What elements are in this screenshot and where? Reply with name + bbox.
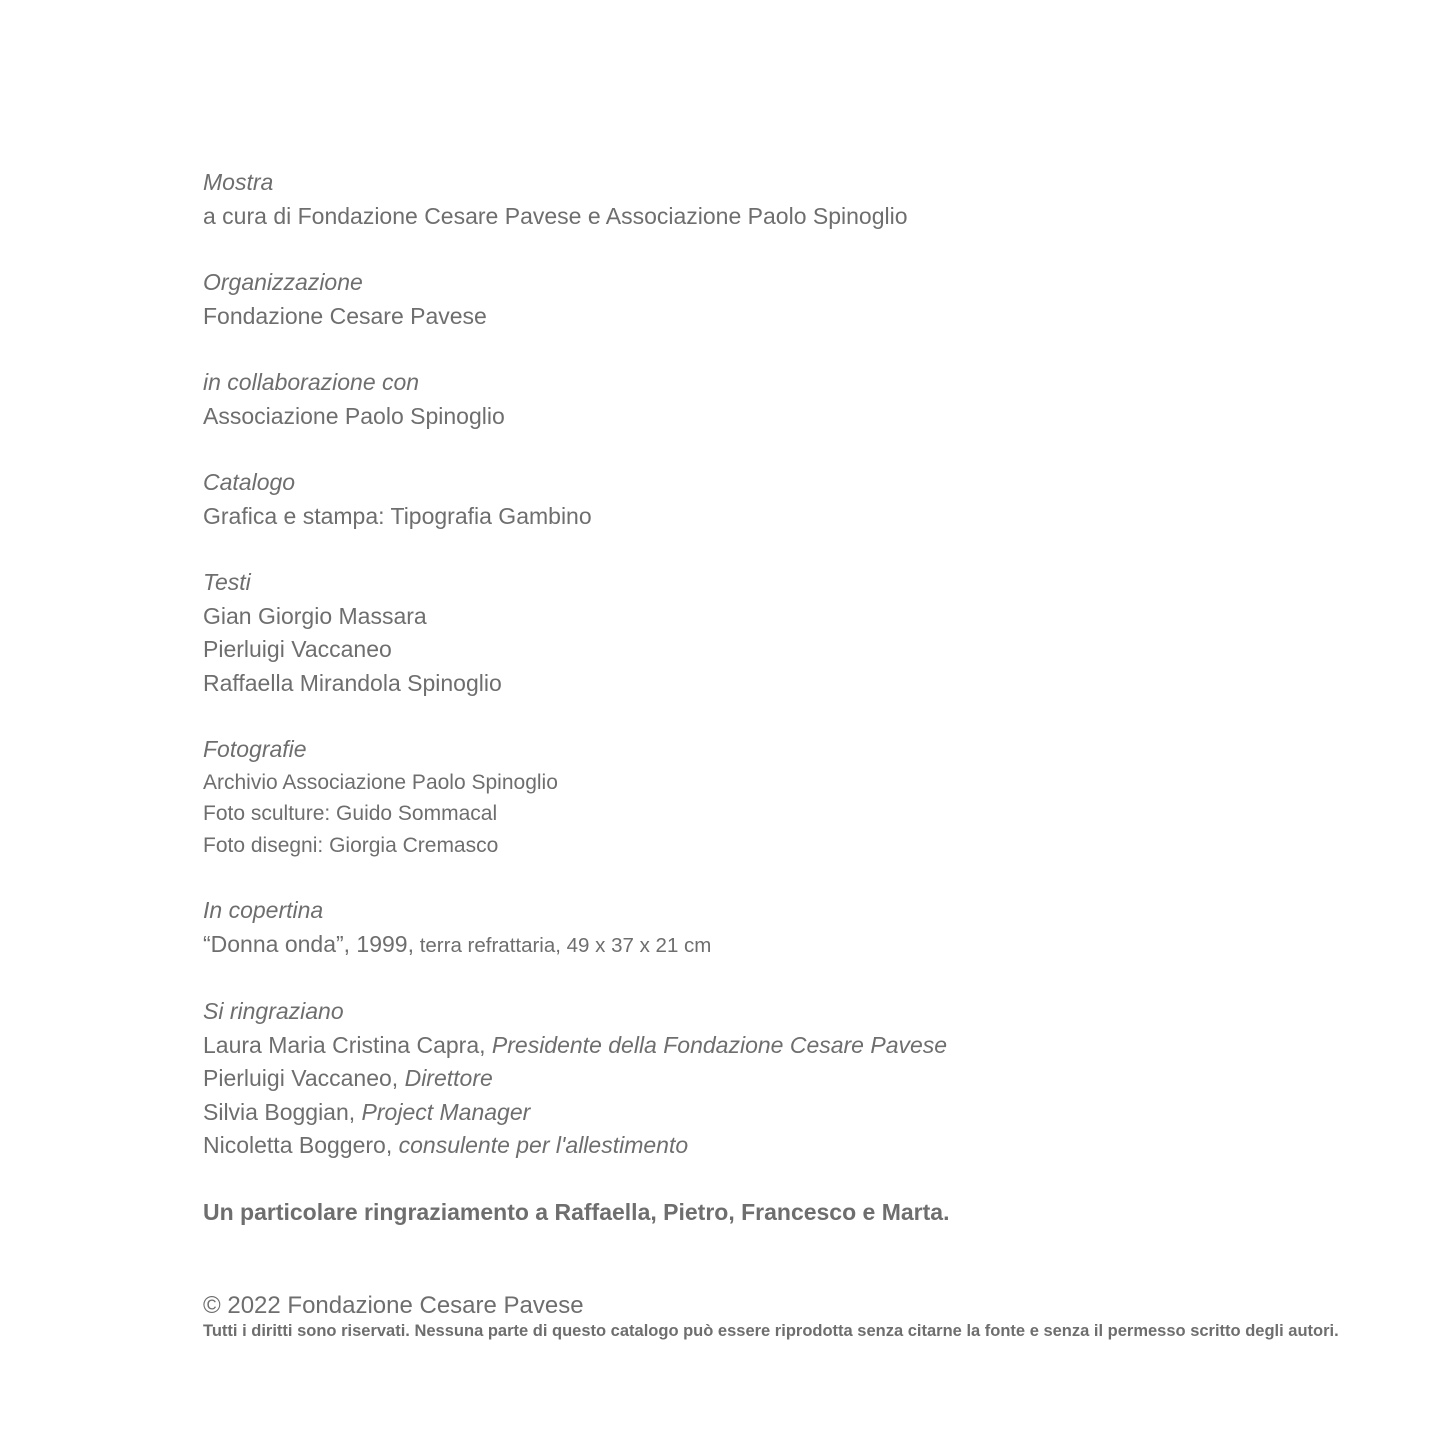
author-name: Gian Giorgio Massara <box>203 602 427 629</box>
thanks-person <box>203 1129 1333 1163</box>
photo-credit: Archivio Associazione Paolo Spinoglio <box>203 770 558 794</box>
person-name: Nicoletta Boggero, <box>203 1132 393 1158</box>
section-organizzazione <box>203 266 1333 333</box>
person-role: consulente per l'allestimento <box>392 1132 689 1158</box>
cover-title: “Donna onda”, 1999, <box>203 930 414 957</box>
author-name: Pierluigi Vaccaneo <box>203 636 392 662</box>
section-line: Fondazione Cesare Pavese <box>203 302 487 329</box>
rights-notice: Tutti i diritti sono riservati. Nessuna parte di questo catalogo può essere riprodotta senza citarne la fonte e senza il permesso scritto degli autori. <box>203 1322 1339 1340</box>
section-copertina <box>203 894 1333 962</box>
section-line: Associazione Paolo Spinoglio <box>203 402 505 429</box>
section-heading: In copertina <box>203 897 324 923</box>
section-line: a cura di Fondazione Cesare Pavese e Associazione Paolo Spinoglio <box>203 202 908 229</box>
cover-description <box>203 928 1333 963</box>
person-name: Pierluigi Vaccaneo, <box>203 1065 399 1091</box>
section-fotografie <box>203 733 1333 861</box>
person-name: Silvia Boggian, <box>203 1098 356 1125</box>
section-heading: Testi <box>203 569 251 595</box>
section-line: Grafica e stampa: Tipografia Gambino <box>203 502 592 529</box>
special-thanks: Un particolare ringraziamento a Raffaella, Pietro, Francesco e Marta. <box>203 1198 950 1225</box>
colophon-page <box>203 166 1339 1342</box>
photo-credit: Foto disegni: Giorgia Cremasco <box>203 833 499 857</box>
section-heading: in collaborazione con <box>203 369 420 395</box>
thanks-person <box>203 1062 1333 1096</box>
section-catalogo <box>203 466 1333 533</box>
section-heading: Catalogo <box>203 469 296 495</box>
section-collaborazione <box>203 366 1333 433</box>
person-role: Direttore <box>398 1065 493 1091</box>
cover-detail: terra refrattaria, 49 x 37 x 21 cm <box>414 933 712 957</box>
person-role: Presidente della Fondazione Cesare Pavese <box>485 1031 948 1058</box>
photo-credit: Foto sculture: Guido Sommacal <box>203 802 498 825</box>
section-heading: Si ringraziano <box>203 998 344 1024</box>
section-ringraziamenti <box>203 995 1333 1163</box>
person-name: Laura Maria Cristina Capra, <box>203 1031 486 1058</box>
section-heading: Mostra <box>203 169 274 195</box>
thanks-person <box>203 1029 1333 1063</box>
section-heading: Organizzazione <box>203 269 363 295</box>
thanks-person <box>203 1096 1333 1130</box>
copyright-line: © 2022 Fondazione Cesare Pavese <box>203 1292 584 1319</box>
section-mostra <box>203 166 1333 233</box>
copyright-block <box>203 1291 1339 1342</box>
section-heading: Fotografie <box>203 736 307 762</box>
author-name: Raffaella Mirandola Spinoglio <box>203 669 502 696</box>
section-testi <box>203 566 1333 700</box>
person-role: Project Manager <box>355 1098 531 1125</box>
